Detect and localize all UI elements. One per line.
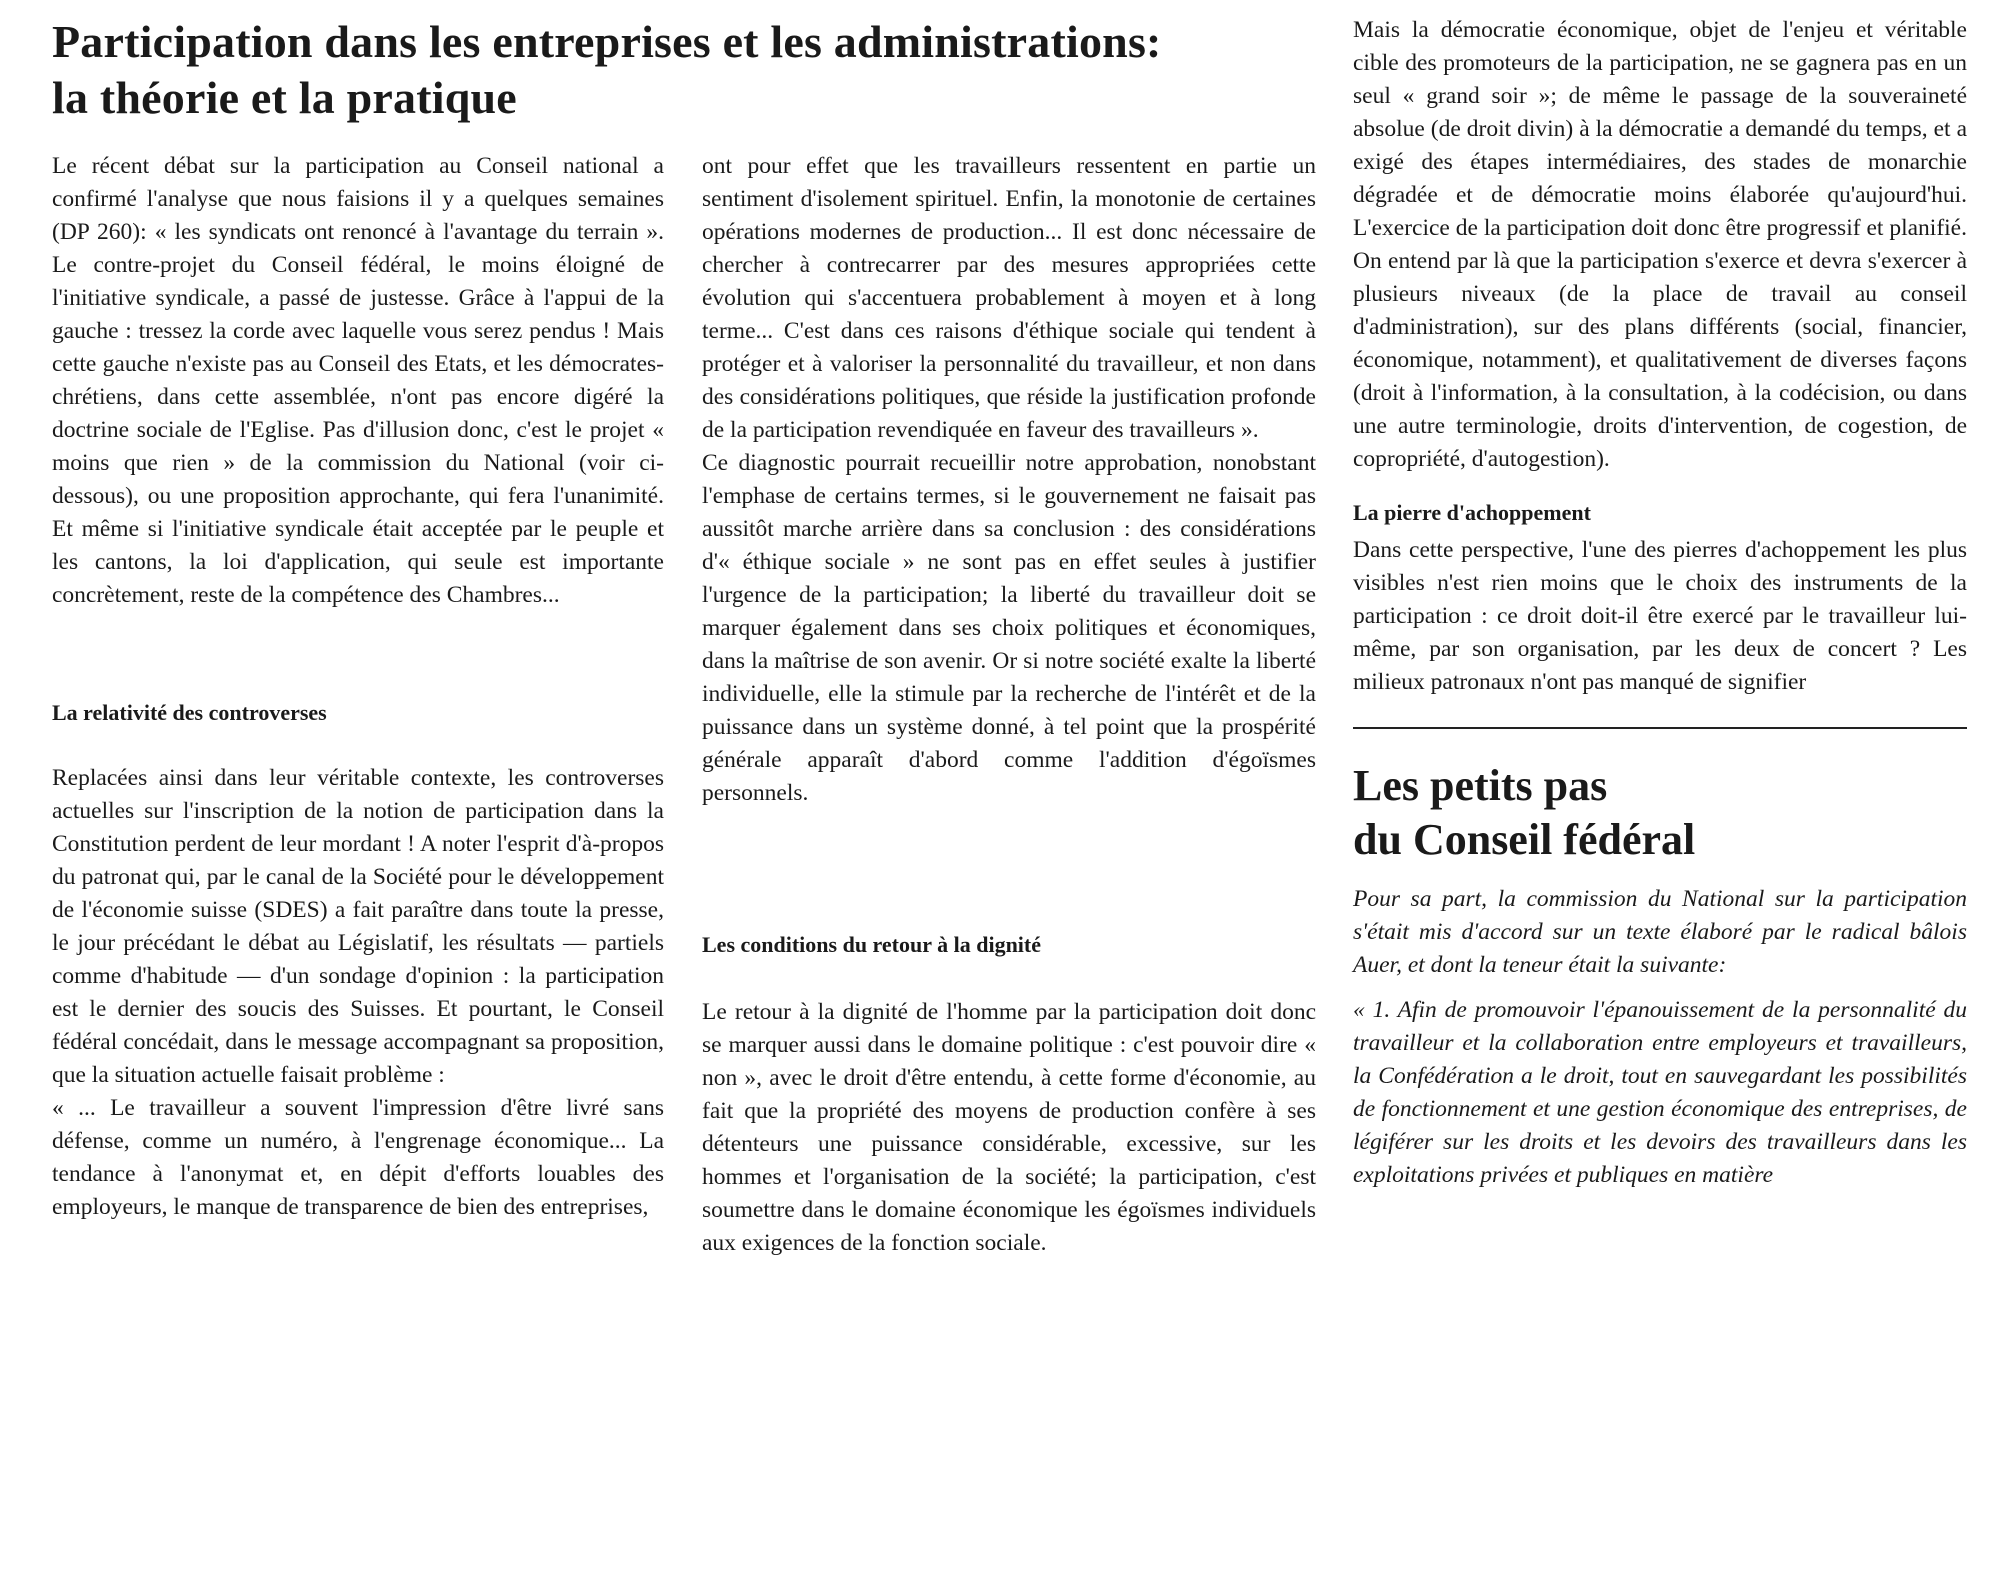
- subheading-pierre: La pierre d'achoppement: [1353, 500, 1591, 525]
- paragraph: Dans cette perspective, l'une des pierres d'achoppement les plus visibles n'est rien moins que le choix des instruments de la participation : ce droit doit-il être exercé par le travailleur lui-même, par son organisation, par les deux de concert ? Les milieux patronaux n'ont pas manqué de signifier: [1353, 537, 1967, 695]
- article-title-line2: la théorie et la pratique: [52, 72, 517, 123]
- sidebar-quote: « 1. Afin de promouvoir l'épanouissement de la personnalité du travailleur et la collaboration entre employeurs et travailleurs, la Confédération a le droit, tout en sauvegardant les possibilités de fonctionnement et une gestion économique des entreprises, de légiférer sur les droits et les devoirs des travailleurs dans les exploitations privées et publiques en matière: [1353, 997, 1967, 1188]
- column-2: [702, 150, 1316, 1260]
- article-title-line1: Participation dans les entreprises et les administrations:: [52, 16, 1162, 67]
- sidebar-body: [1353, 883, 1967, 1192]
- quote-paragraph: « ... Le travailleur a souvent l'impression d'être livré sans défense, comme un numéro, à l'engrenage économique... La tendance à l'anonymat et, en dépit d'efforts louables des employeurs, le manque de transparence de bien des entreprises,: [52, 1095, 664, 1220]
- paragraph: Replacées ainsi dans leur véritable contexte, les controverses actuelles sur l'inscription de la notion de participation dans la Constitution perdent de leur mordant ! A noter l'esprit d'à-propos du patronat qui, par le canal de la Société pour le développement de l'économie suisse (SDES) a fait paraître dans toute la presse, le jour précédant le débat au Législatif, les résultats — partiels comme d'habitude — d'un sondage d'opinion : la participation est le dernier des soucis des Suisses. Et pourtant, le Conseil fédéral concédait, dans le message accompagnant sa proposition, que la situation actuelle faisait problème :: [52, 765, 664, 1088]
- paragraph: Ce diagnostic pourrait recueillir notre approbation, nonobstant l'emphase de certains termes, si le gouvernement ne faisait pas aussitôt marche arrière dans sa conclusion : des considérations d'« éthique sociale » ne sont pas en effet seules à justifier l'urgence de la participation; la liberté du travailleur doit se marquer également dans ses choix politiques et économiques, dans la maîtrise de son avenir. Or si notre société exalte la liberté individuelle, elle la stimule par la recherche de l'intérêt et de la puissance dans un système donné, à tel point que la prospérité générale apparaît d'abord comme l'addition d'égoïsmes personnels.: [702, 450, 1316, 806]
- subheading-relativite: La relativité des controverses: [52, 700, 327, 725]
- paragraph: Mais la démocratie économique, objet de l'enjeu et véritable cible des promoteurs de la participation, ne se gagnera pas en un seul « grand soir »; de même le passage de la souveraineté absolue (de droit divin) à la démocratie a demandé du temps, et a exigé des étapes intermédiaires, des stades de monarchie dégradée et de démocratie moins élaborée qu'aujourd'hui. L'exercice de la participation doit donc être progressif et planifié. On entend par là que la participation s'exerce et devra s'exercer à plusieurs niveaux (de la place de travail au conseil d'administration), sur des plans différents (social, financier, économique, notamment), et qualitativement de diverses façons (droit à l'information, à la consultation, à la codécision, ou dans une autre terminologie, droits d'intervention, de cogestion, de copropriété, d'autogestion).: [1353, 17, 1967, 472]
- column-3: [1353, 14, 1967, 1192]
- paragraph: Le récent débat sur la participation au Conseil national a confirmé l'analyse que nous faisions il y a quelques semaines (DP 260): « les syndicats ont renoncé à l'avantage du terrain ». Le contre-projet du Conseil fédéral, le moins éloigné de l'initiative syndicale, a passé de justesse. Grâce à l'appui de la gauche : tressez la corde avec laquelle vous serez pendus ! Mais cette gauche n'existe pas au Conseil des Etats, et les démocrates-chrétiens, dans cette assemblée, n'ont pas encore digéré la doctrine sociale de l'Eglise. Pas d'illusion donc, c'est le projet « moins que rien » de la commission du National (voir ci-dessous), ou une proposition approchante, qui fera l'unanimité. Et même si l'initiative syndicale était acceptée par le peuple et les cantons, la loi d'application, qui seule est importante concrètement, reste de la compétence des Chambres...: [52, 153, 664, 608]
- column-1: [52, 150, 664, 1224]
- subheading-conditions: Les conditions du retour à la dignité: [702, 932, 1042, 957]
- sidebar-box: [1353, 759, 1967, 1192]
- sidebar-intro: Pour sa part, la commission du National sur la participation s'était mis d'accord sur un texte élaboré par le radical bâlois Auer, et dont la teneur était la suivante:: [1353, 886, 1967, 978]
- section-divider: [1353, 727, 1967, 729]
- paragraph: Le retour à la dignité de l'homme par la participation doit donc se marquer aussi dans le domaine politique : c'est pouvoir dire « non », avec le droit d'être entendu, à cette forme d'économie, au fait que la propriété des moyens de production confère à ses détenteurs une puissance considérable, excessive, sur les hommes et l'organisation de la société; la participation, c'est soumettre dans le domaine économique les égoïsmes individuels aux exigences de la fonction sociale.: [702, 999, 1316, 1256]
- paragraph: ont pour effet que les travailleurs ressentent en partie un sentiment d'isolement spirituel. Enfin, la monotonie de certaines opérations modernes de production... Il est donc nécessaire de chercher à contrecarrer par des mesures appropriées cette évolution qui s'accentuera probablement à moyen et à long terme... C'est dans ces raisons d'éthique sociale qui tendent à protéger et à valoriser la personnalité du travailleur, et non dans des considérations politiques, que réside la justification profonde de la participation revendiquée en faveur des travailleurs ».: [702, 153, 1316, 443]
- article-title: [52, 14, 1302, 126]
- sidebar-title: [1353, 759, 1967, 867]
- sidebar-title-line1: Les petits pas: [1353, 761, 1608, 810]
- sidebar-title-line2: du Conseil fédéral: [1353, 815, 1696, 864]
